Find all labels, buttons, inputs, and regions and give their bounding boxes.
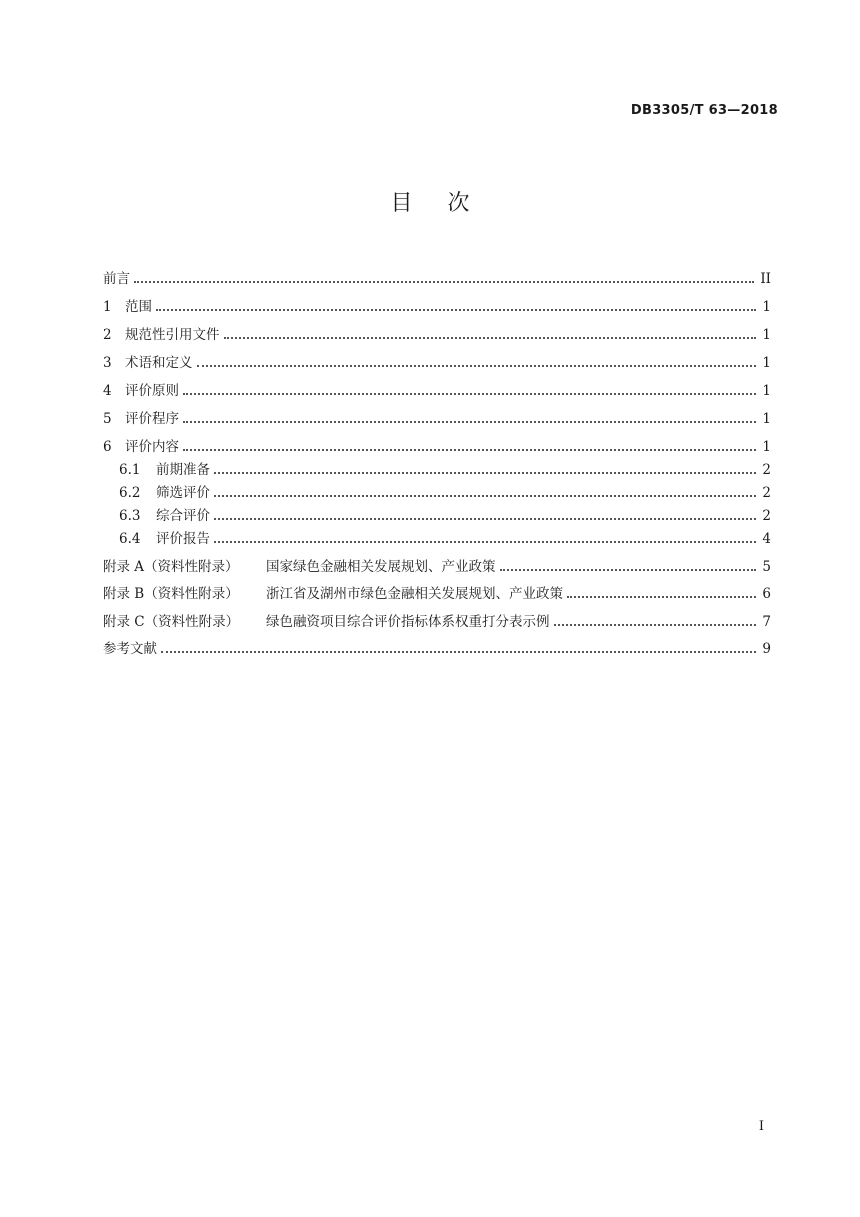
toc-entry-title: 前言 [103,271,130,287]
dot-leader [161,637,756,653]
toc-entry-appendix-c[interactable] [103,603,771,631]
page-title: 目 次 [390,191,484,216]
dot-leader [183,407,756,423]
toc-entry-foreword[interactable] [103,260,771,288]
toc-entry-title: 评价内容 [125,439,179,455]
toc-entry-6-1[interactable] [103,456,771,479]
toc-entry-title: 术语和定义 [125,355,193,371]
toc-entry-4[interactable] [103,372,771,400]
toc-entry-number: 6.4 [119,531,141,547]
toc-entry-title: 绿色融资项目综合评价指标体系权重打分表示例 [266,613,550,630]
toc-entry-title: 浙江省及湖州市绿色金融相关发展规划、产业政策 [266,586,563,602]
toc-entry-page: 9 [762,641,771,657]
toc-entry-appendix-a[interactable] [103,548,771,576]
toc-entry-number: 3 [103,355,112,371]
toc-entry-title: 国家绿色金融相关发展规划、产业政策 [266,558,496,575]
toc-entry-number: 1 [103,299,112,315]
toc-entry-references[interactable] [103,631,771,659]
toc-entry-title: 筛选评价 [156,485,210,501]
dot-leader [183,435,756,451]
toc-entry-page: 7 [762,613,771,630]
toc-entry-page: 1 [762,327,771,343]
toc-entry-5[interactable] [103,400,771,428]
toc-entry-page: II [760,271,771,287]
dot-leader [214,504,756,520]
toc-entry-title: 范围 [125,299,152,315]
toc-entry-title: 综合评价 [156,508,210,524]
toc-entry-number: 附录 B（资料性附录） [103,586,239,602]
dot-leader [214,458,756,474]
toc-entry-number: 附录 C（资料性附录） [103,613,240,630]
toc-entry-6-4[interactable] [103,525,771,548]
dot-leader [567,582,756,598]
dot-leader [134,267,754,283]
page-number: I [758,1119,764,1134]
dot-leader [224,323,757,339]
toc-entry-1[interactable] [103,288,771,316]
toc-entry-number: 6.1 [119,462,141,478]
toc-entry-page: 1 [762,411,771,427]
toc-entry-number: 6.3 [119,508,141,524]
toc-entry-page: 1 [762,355,771,371]
dot-leader [554,610,757,626]
toc-entry-title: 规范性引用文件 [125,327,220,343]
toc-entry-6-3[interactable] [103,502,771,525]
toc-entry-page: 2 [762,508,771,524]
toc-entry-number: 6.2 [119,485,141,501]
dot-leader [214,481,756,497]
toc-entry-number: 2 [103,327,112,343]
toc-entry-3[interactable] [103,344,771,372]
document-code: DB3305/T 63—2018 [630,103,778,118]
dot-leader [197,351,757,367]
toc-entry-number: 6 [103,439,112,455]
dot-leader [214,527,756,543]
toc-entry-page: 1 [762,383,771,399]
toc-entry-6-2[interactable] [103,479,771,502]
toc-entry-page: 4 [762,531,771,547]
table-of-contents [103,260,771,658]
toc-entry-title: 参考文献 [103,641,157,657]
toc-entry-2[interactable] [103,316,771,344]
toc-entry-page: 6 [762,586,771,602]
toc-entry-title: 评价原则 [125,383,179,399]
toc-entry-title: 前期准备 [156,462,210,478]
toc-entry-title: 评价程序 [125,411,179,427]
dot-leader [156,295,756,311]
dot-leader [183,379,756,395]
toc-entry-number: 5 [103,411,112,427]
toc-entry-page: 2 [762,462,771,478]
toc-entry-number: 4 [103,383,112,399]
toc-entry-page: 5 [762,558,771,575]
toc-entry-page: 1 [762,439,771,455]
toc-entry-6[interactable] [103,428,771,456]
toc-entry-page: 1 [762,299,771,315]
toc-entry-appendix-b[interactable] [103,576,771,604]
dot-leader [500,555,757,571]
toc-entry-title: 评价报告 [156,531,210,547]
toc-entry-page: 2 [762,485,771,501]
toc-entry-number: 附录 A（资料性附录） [103,558,239,575]
